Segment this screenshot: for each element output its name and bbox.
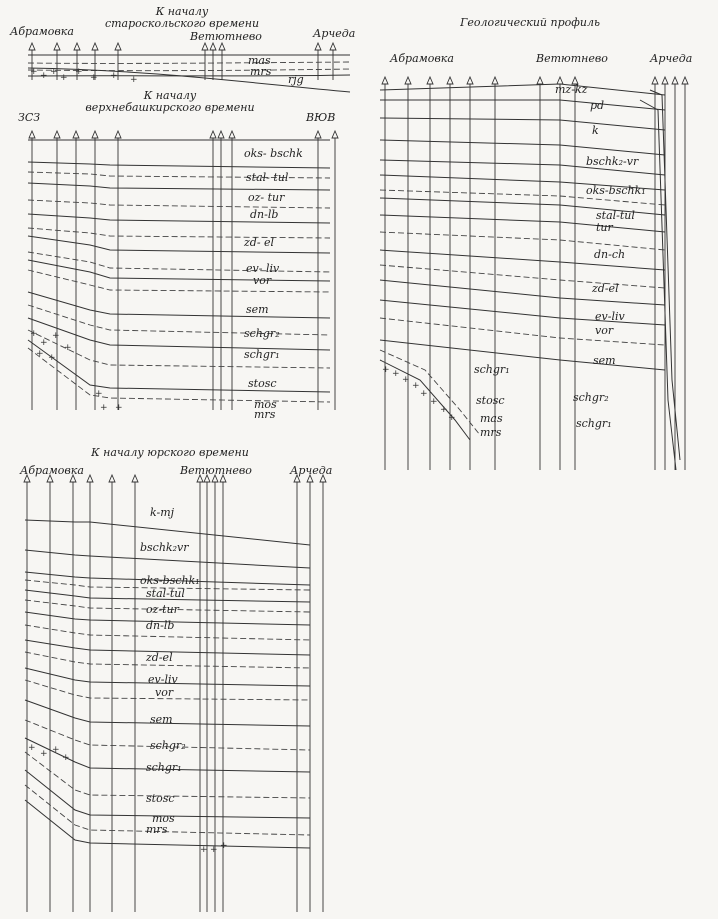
well-marker-icon — [652, 77, 658, 84]
basement-cross: + — [36, 349, 44, 359]
basement-cross: + — [392, 369, 400, 379]
basement-cross: + — [130, 75, 138, 85]
panel-c-layer: bschk₂-vr — [586, 155, 639, 168]
well-marker-icon — [492, 77, 498, 84]
panel-d-layer: ev-liv — [148, 673, 178, 686]
well-marker-icon — [330, 43, 336, 50]
panel-c-layer: k — [592, 124, 599, 137]
basement-cross: + — [412, 381, 420, 391]
panel-c-layer: schgr₁ — [474, 363, 510, 376]
well-marker-icon — [54, 131, 60, 138]
panel-b-layer: stal- tul — [246, 171, 289, 184]
well-marker-icon — [29, 131, 35, 138]
well-marker-icon — [87, 475, 93, 482]
basement-cross: + — [220, 841, 228, 851]
panel-c-layer: mz-kz — [555, 83, 588, 96]
panel-c-basement-crosses — [382, 365, 456, 423]
panel-a-village-vetyutnevo: Ветютнево — [190, 30, 262, 43]
panel-b-direction-right: ВЮВ — [306, 111, 336, 124]
basement-cross: + — [210, 845, 218, 855]
horizon-line — [28, 260, 330, 281]
panel-b-layer: ev- liv — [246, 262, 280, 275]
basement-cross: + — [115, 403, 123, 413]
basement-cross: + — [40, 338, 48, 348]
panel-d-layer: zd-el — [146, 651, 173, 664]
panel-a-village-abramovka: Абрамовка — [10, 25, 74, 38]
well-marker-icon — [92, 131, 98, 138]
panel-b-title-line1: К началу — [143, 89, 197, 102]
panel-b-title-line2: верхнебашкирского времени — [85, 101, 255, 114]
horizon-line — [380, 140, 665, 155]
basement-cross: + — [40, 749, 48, 759]
well-marker-icon — [115, 131, 121, 138]
panel-d-layer: stal-tul — [146, 587, 185, 600]
basement-cross: + — [200, 845, 208, 855]
horizon-line — [28, 228, 330, 238]
panel-d-village-abramovka: Абрамовка — [20, 464, 84, 477]
well-marker-icon — [332, 131, 338, 138]
well-marker-icon — [229, 131, 235, 138]
panel-c-layer: mas — [480, 412, 503, 425]
panel-c — [380, 16, 692, 470]
basement-cross: + — [420, 389, 428, 399]
panel-c-layer: mrs — [480, 426, 502, 439]
panel-b-layer: zd- el — [244, 236, 275, 249]
panel-b-wells — [29, 131, 338, 410]
horizon-line — [380, 84, 665, 95]
basement-cross: + — [110, 71, 118, 81]
basement-cross: + — [75, 67, 83, 77]
well-marker-icon — [467, 77, 473, 84]
panel-d-title: К началу юрского времени — [91, 446, 249, 459]
panel-c-layer: zd-el — [592, 282, 619, 295]
panel-a-village-archeda: Арчеда — [313, 27, 356, 40]
panel-b — [18, 89, 338, 421]
basement-cross: + — [30, 67, 38, 77]
panel-b-layer: oks- bschk — [244, 147, 303, 160]
basement-cross: + — [382, 365, 390, 375]
panel-c-title: Геологический профиль — [460, 16, 600, 29]
panel-a-layer-rjg: rjg — [288, 73, 304, 86]
panel-c-village-archeda: Арчеда — [650, 52, 693, 65]
panel-b-layer: mrs — [254, 408, 276, 421]
well-marker-icon — [29, 43, 35, 50]
basement-cross: + — [430, 397, 438, 407]
basement-cross: + — [52, 745, 60, 755]
panel-b-layer: mos — [254, 398, 277, 411]
well-marker-icon — [74, 43, 80, 50]
well-marker-icon — [202, 43, 208, 50]
horizon-line — [380, 100, 665, 110]
horizon-line — [28, 270, 330, 292]
panel-d-village-vetyutnevo: Ветютнево — [180, 464, 252, 477]
panel-b-layer: oz- tur — [248, 191, 285, 204]
panel-c-layer: schgr₁ — [576, 417, 612, 430]
panel-c-wells — [382, 77, 688, 470]
well-marker-icon — [447, 77, 453, 84]
horizon-line — [380, 280, 665, 305]
basement-cross: + — [30, 329, 38, 339]
well-marker-icon — [382, 77, 388, 84]
panel-c-village-abramovka: Абрамовка — [390, 52, 454, 65]
basement-cross: + — [60, 73, 68, 83]
panel-a-title-line1: К началу — [155, 5, 209, 18]
panel-d-layer: mrs — [146, 823, 168, 836]
panel-d-layer: oz-tur — [146, 603, 179, 616]
panel-b-layer: dn-lb — [250, 208, 279, 221]
well-marker-icon — [73, 131, 79, 138]
horizon-line — [28, 162, 330, 168]
panel-a — [9, 5, 355, 92]
well-marker-icon — [115, 43, 121, 50]
panel-c-layer: dn-ch — [594, 248, 626, 261]
panel-d — [19, 446, 332, 912]
panel-d-layer: bschk₂vr — [140, 541, 189, 554]
well-marker-icon — [315, 43, 321, 50]
well-marker-icon — [92, 43, 98, 50]
panel-b-layer: schgr₁ — [244, 348, 280, 361]
basement-cross: + — [40, 71, 48, 81]
panel-d-layer: dn-lb — [146, 619, 175, 632]
basement-cross: + — [402, 375, 410, 385]
well-marker-icon — [682, 77, 688, 84]
panel-d-layer: sem — [150, 713, 173, 726]
basement-cross: + — [95, 389, 103, 399]
basement-cross: + — [48, 353, 56, 363]
panel-c-layer: stal-tul — [596, 209, 635, 222]
panel-d-layer: schgr₂ — [150, 739, 186, 752]
basement-cross: + — [62, 753, 70, 763]
basement-cross: + — [52, 331, 60, 341]
panel-a-layer-mrs: mrs — [250, 65, 272, 78]
panel-a-layer-mas: mas — [248, 54, 271, 67]
horizon-line — [28, 292, 330, 318]
well-marker-icon — [662, 77, 668, 84]
panel-d-layer: schgr₁ — [146, 761, 182, 774]
panel-d-village-archeda: Арчеда — [290, 464, 333, 477]
horizon-line — [28, 348, 330, 402]
panel-b-direction-left: ЗСЗ — [18, 111, 41, 124]
horizon-line — [28, 236, 330, 253]
panel-b-layer: sem — [246, 303, 269, 316]
well-marker-icon — [210, 43, 216, 50]
basement-cross: + — [50, 67, 58, 77]
basement-cross: + — [100, 403, 108, 413]
panel-c-horizons — [380, 84, 680, 470]
horizon-line — [640, 100, 676, 470]
panel-b-layer: vor — [253, 274, 272, 287]
horizon-line — [380, 340, 665, 370]
well-marker-icon — [219, 43, 225, 50]
well-marker-icon — [210, 131, 216, 138]
panel-d-basement-crosses — [28, 743, 228, 855]
panel-d-layer: mos — [152, 812, 175, 825]
panel-d-layer: k-mj — [150, 506, 175, 519]
horizon-line — [28, 318, 330, 350]
panel-d-layer: vor — [155, 686, 174, 699]
panel-c-layer: tur — [596, 221, 613, 234]
basement-cross: + — [28, 743, 36, 753]
horizon-line — [28, 305, 330, 335]
panel-b-layer: stosc — [248, 377, 277, 390]
panel-d-layer: oks-bschk₁ — [140, 574, 200, 587]
well-marker-icon — [315, 131, 321, 138]
well-marker-icon — [109, 475, 115, 482]
panel-c-village-vetyutnevo: Ветютнево — [536, 52, 608, 65]
horizon-line — [28, 200, 330, 208]
horizon-line — [380, 118, 665, 130]
panel-c-layer: pd — [590, 99, 605, 112]
panel-c-layer: stosc — [476, 394, 505, 407]
panel-c-layer: vor — [595, 324, 614, 337]
panel-c-layer: sem — [593, 354, 616, 367]
well-marker-icon — [405, 77, 411, 84]
panel-c-layer: schgr₂ — [573, 391, 609, 404]
basement-cross: + — [90, 73, 98, 83]
basement-cross: + — [448, 413, 456, 423]
well-marker-icon — [54, 43, 60, 50]
panel-c-layer: ev-liv — [595, 310, 625, 323]
basement-cross: + — [64, 343, 72, 353]
well-marker-icon — [537, 77, 543, 84]
panel-a-title-line2: староскольского времени — [104, 17, 260, 30]
well-marker-icon — [672, 77, 678, 84]
well-marker-icon — [132, 475, 138, 482]
panel-d-layer: stosc — [146, 792, 175, 805]
panel-c-layer: oks-bschk₁ — [586, 184, 646, 197]
well-marker-icon — [427, 77, 433, 84]
horizon-line — [28, 214, 330, 223]
well-marker-icon — [218, 131, 224, 138]
basement-cross: + — [440, 405, 448, 415]
panel-b-layer: schgr₂ — [244, 327, 280, 340]
horizon-line — [28, 183, 330, 190]
